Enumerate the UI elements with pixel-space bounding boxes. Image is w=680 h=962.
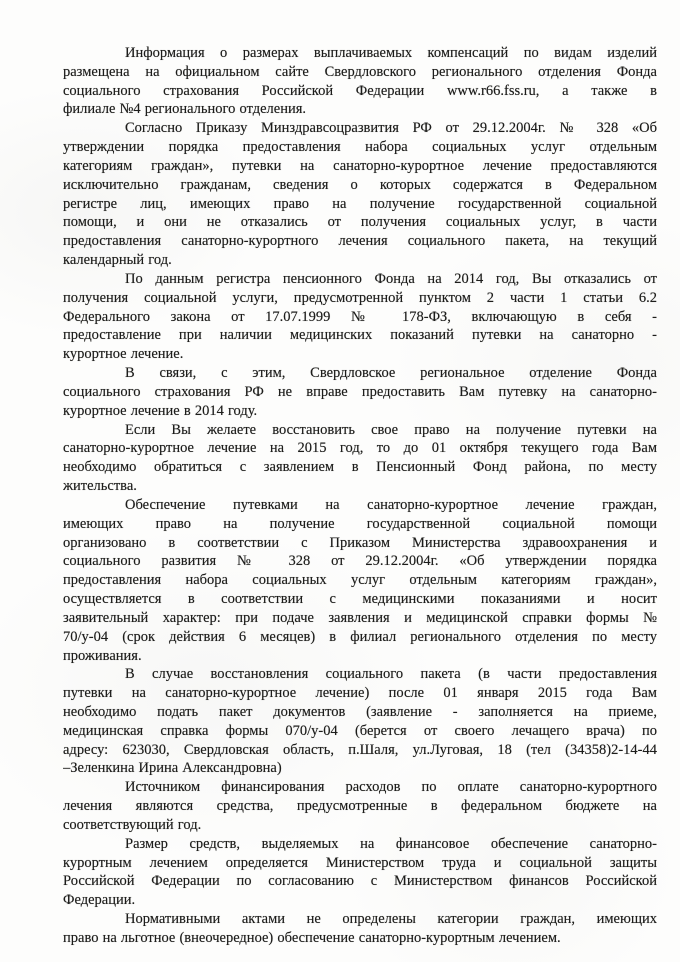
text-line: курортным лечением определяется Министерством труда и социальной защиты: [63, 854, 657, 871]
paragraph: [63, 364, 657, 420]
text-line: организовано в соответствии с Приказом Министерства здравоохранения и: [63, 534, 657, 551]
text-line: утверждении порядка предоставления набора социальных услуг отдельным: [63, 139, 657, 156]
text-line: 70/у-04 (срок действия 6 месяцев) в филиал регионального отделения по месту: [63, 628, 657, 645]
text-line: исключительно гражданам, сведения о которых содержатся в Федеральном: [63, 176, 657, 193]
text-line: Если Вы желаете восстановить свое право на получение путевки на: [125, 421, 657, 438]
text-line: социального страхования Российской Федерации www.r66.fss.ru, а также в: [63, 82, 657, 99]
text-line: заявительный характер: при подаче заявления и медицинской справки формы №: [63, 609, 657, 626]
text-line: курортное лечение.: [63, 346, 184, 363]
text-line: предоставления набора социальных услуг отдельным категориям граждан»,: [63, 572, 657, 589]
text-line: размещена на официальном сайте Свердловского регионального отделения Фонда: [63, 63, 657, 80]
text-line: проживания.: [63, 647, 142, 664]
paragraph: [63, 778, 657, 834]
text-line: Федерации.: [63, 892, 136, 909]
text-line: социального развития № 328 от 29.12.2004г. «Об утверждении порядка: [63, 553, 657, 570]
text-line: Информация о размерах выплачиваемых компенсаций по видам изделий: [125, 45, 657, 61]
text-line: соответствующий год.: [63, 816, 202, 833]
text-line: адресу: 623030, Свердловская область, п.Шаля, ул.Луговая, 18 (тел (34358)2-14-44: [63, 741, 657, 758]
text-line: предоставление при наличии медицинских показаний путевки на санаторно -: [63, 327, 657, 344]
text-line: Размер средств, выделяемых на финансовое обеспечение санаторно-: [125, 835, 657, 852]
paragraph: [63, 665, 657, 778]
text-line: Согласно Приказу Минздравсоцразвития РФ от 29.12.2004г. № 328 «Об: [125, 120, 657, 137]
text-line: помощи, и они не отказались от получения социальных услуг, в части: [63, 214, 657, 231]
paragraph: [63, 910, 657, 948]
text-line: По данным регистра пенсионного Фонда на 2014 год, Вы отказались от: [125, 270, 657, 287]
text-line: осуществляется в соответствии с медицинскими показаниями и носит: [63, 591, 657, 608]
text-line: необходимо подать пакет документов (заявление - заполняется на приеме,: [63, 703, 657, 720]
text-line: социального страхования РФ не вправе предоставить Вам путевку на санаторно-: [63, 383, 657, 400]
text-line: календарный год.: [63, 252, 172, 269]
text-line: жительства.: [63, 478, 137, 495]
text-line: Федерального закона от 17.07.1999 № 178-ФЗ, включающую в себя -: [63, 308, 657, 325]
text-line: категориям граждан», путевки на санаторно-курортное лечение предоставляются: [63, 157, 657, 174]
text-line: В случае восстановления социального пакета (в части предоставления: [125, 666, 657, 683]
text-line: курортное лечение в 2014 году.: [63, 402, 258, 419]
paragraph: [63, 44, 657, 119]
paragraph: [63, 421, 657, 496]
text-line: Российской Федерации по согласованию с Министерством финансов Российской: [63, 873, 657, 890]
text-line: путевки на санаторно-курортное лечение) после 01 января 2015 года Вам: [63, 685, 657, 702]
text-line: лечения являются средства, предусмотренные в федеральном бюджете на: [63, 798, 657, 815]
paragraph: [63, 835, 657, 910]
text-line: Нормативными актами не определены категории граждан, имеющих: [125, 911, 657, 928]
paragraph: [63, 119, 657, 270]
text-line: необходимо обратиться с заявлением в Пенсионный Фонд района, по месту: [63, 459, 657, 476]
text-line: медицинская справка формы 070/у-04 (берется от своего лечащего врача) по: [63, 722, 657, 739]
text-line: имеющих право на получение государственной социальной помощи: [63, 515, 657, 532]
paragraph: [63, 496, 657, 665]
text-line: –Зеленкина Ирина Александровна): [63, 760, 282, 777]
text-line: право на льготное (внеочередное) обеспечение санаторно-курортным лечением.: [63, 929, 561, 946]
text-line: В связи, с этим, Свердловское региональное отделение Фонда: [125, 365, 657, 382]
text-line: Источником финансирования расходов по оплате санаторно-курортного: [125, 779, 657, 796]
text-line: предоставления санаторно-курортного лечения социального пакета, на текущий: [63, 233, 657, 250]
text-line: Обеспечение путевками на санаторно-курортное лечение граждан,: [125, 496, 657, 513]
text-line: филиале №4 регионального отделения.: [63, 101, 307, 118]
text-line: регистре лиц, имеющих право на получение государственной социальной: [63, 195, 657, 212]
paragraph: [63, 270, 657, 364]
text-line: санаторно-курортное лечение на 2015 год, то до 01 октября текущего года Вам: [63, 440, 657, 457]
letter-body: [63, 44, 657, 948]
text-line: получения социальной услуги, предусмотренной пунктом 2 части 1 статьи 6.2: [63, 289, 657, 306]
